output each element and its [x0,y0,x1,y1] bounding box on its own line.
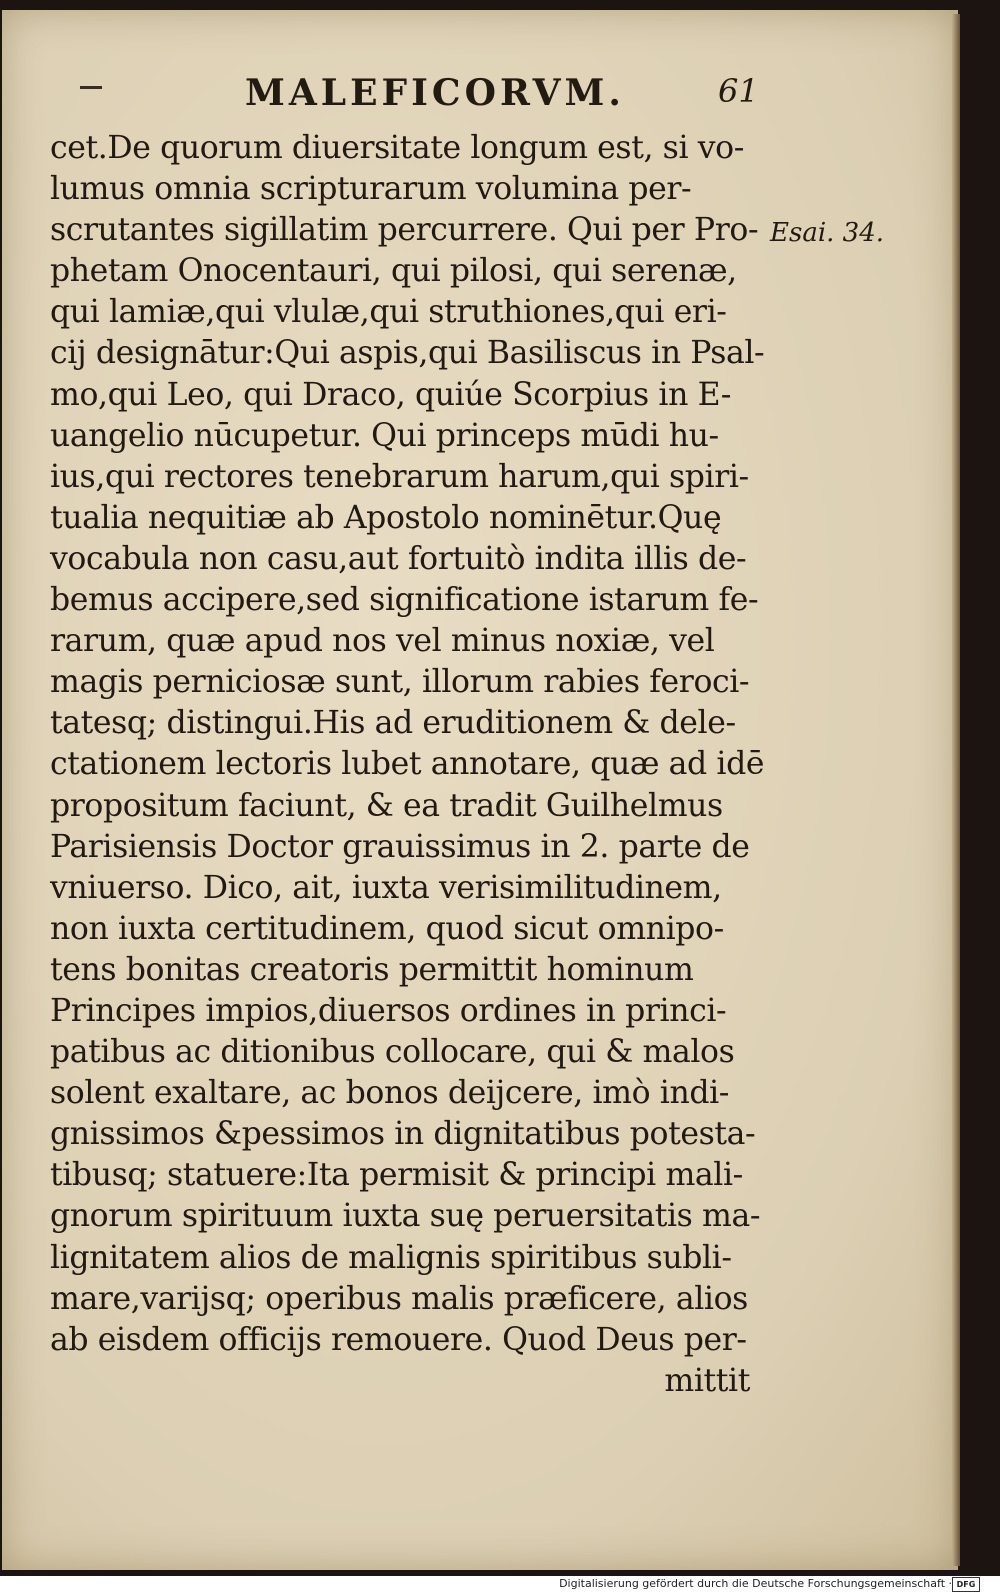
text-line: lignitatem alios de malignis spiritibus subli- [50,1239,732,1276]
text-line: vniuerso. Dico, ait, iuxta verisimilitudinem, [50,869,722,906]
text-line: mare,varijsq; operibus malis præficere, alios [50,1280,748,1317]
text-line: ius,qui rectores tenebrarum harum,qui spiri- [50,458,749,495]
text-line: ab eisdem officijs remouere. Quod Deus per- [50,1321,747,1358]
footer-credit: Digitalisierung gefördert durch die Deutsche Forschungsgemeinschaft · [559,1577,952,1590]
catchword: mittit [664,1362,750,1399]
text-line: tens bonitas creatoris permittit hominum [50,951,694,988]
dfg-logo-icon: DFG [952,1577,980,1592]
text-line: ctationem lectoris lubet annotare, quæ ad idē [50,746,765,783]
text-line: uangelio nūcupetur. Qui princeps mūdi hu- [50,417,719,454]
text-line: gnissimos &pessimos in dignitatibus potesta- [50,1116,756,1153]
header-dash [80,86,102,89]
text-line: patibus ac ditionibus collocare, qui & malos [50,1034,735,1071]
text-line: qui lamiæ,qui vlulæ,qui struthiones,qui eri- [50,294,727,331]
text-line: mo,qui Leo, qui Draco, quiúe Scorpius in E- [50,376,732,413]
text-line: tualia nequitiæ ab Apostolo nominētur.Quę [50,499,722,536]
page-header [2,72,958,122]
page-edge [952,14,960,1566]
text-line: Principes impios,diuersos ordines in princi- [50,992,727,1029]
text-line: magis perniciosæ sunt, illorum rabies feroci- [50,664,750,701]
text-line: gnorum spirituum iuxta suę peruersitatis ma- [50,1198,761,1235]
text-line: scrutantes sigillatim percurrere. Qui per Pro- [50,212,759,249]
text-line: solent exaltare, ac bonos deijcere, imò indi- [50,1075,730,1112]
text-line: tatesq; distingui.His ad eruditionem & dele- [50,705,736,742]
text-line: rarum, quæ apud nos vel minus noxiæ, vel [50,623,715,660]
book-page [2,10,958,1570]
text-line: tibusq; statuere:Ita permisit & principi mali- [50,1157,743,1194]
text-line: vocabula non casu,aut fortuitò indita illis de- [50,540,747,577]
text-line: Parisiensis Doctor grauissimus in 2. parte de [50,828,750,865]
text-line: cij designātur:Qui aspis,qui Basiliscus in Psal- [50,335,765,372]
margin-note: Esai. 34. [770,218,885,248]
text-line: bemus accipere,sed significatione istarum fe- [50,582,759,619]
text-line: cet.De quorum diuersitate longum est, si vo- [50,130,744,166]
page-number: 61 [718,72,759,110]
text-line: phetam Onocentauri, qui pilosi, qui serenæ, [50,253,737,290]
body-text [50,128,780,1402]
running-head: MALEFICORVM. [245,72,625,114]
text-line: propositum faciunt, & ea tradit Guilhelmus [50,787,723,824]
footer-bar [0,1576,1000,1592]
text-line: non iuxta certitudinem, quod sicut omnipo- [50,910,724,947]
text-line: lumus omnia scripturarum volumina per- [50,171,692,208]
